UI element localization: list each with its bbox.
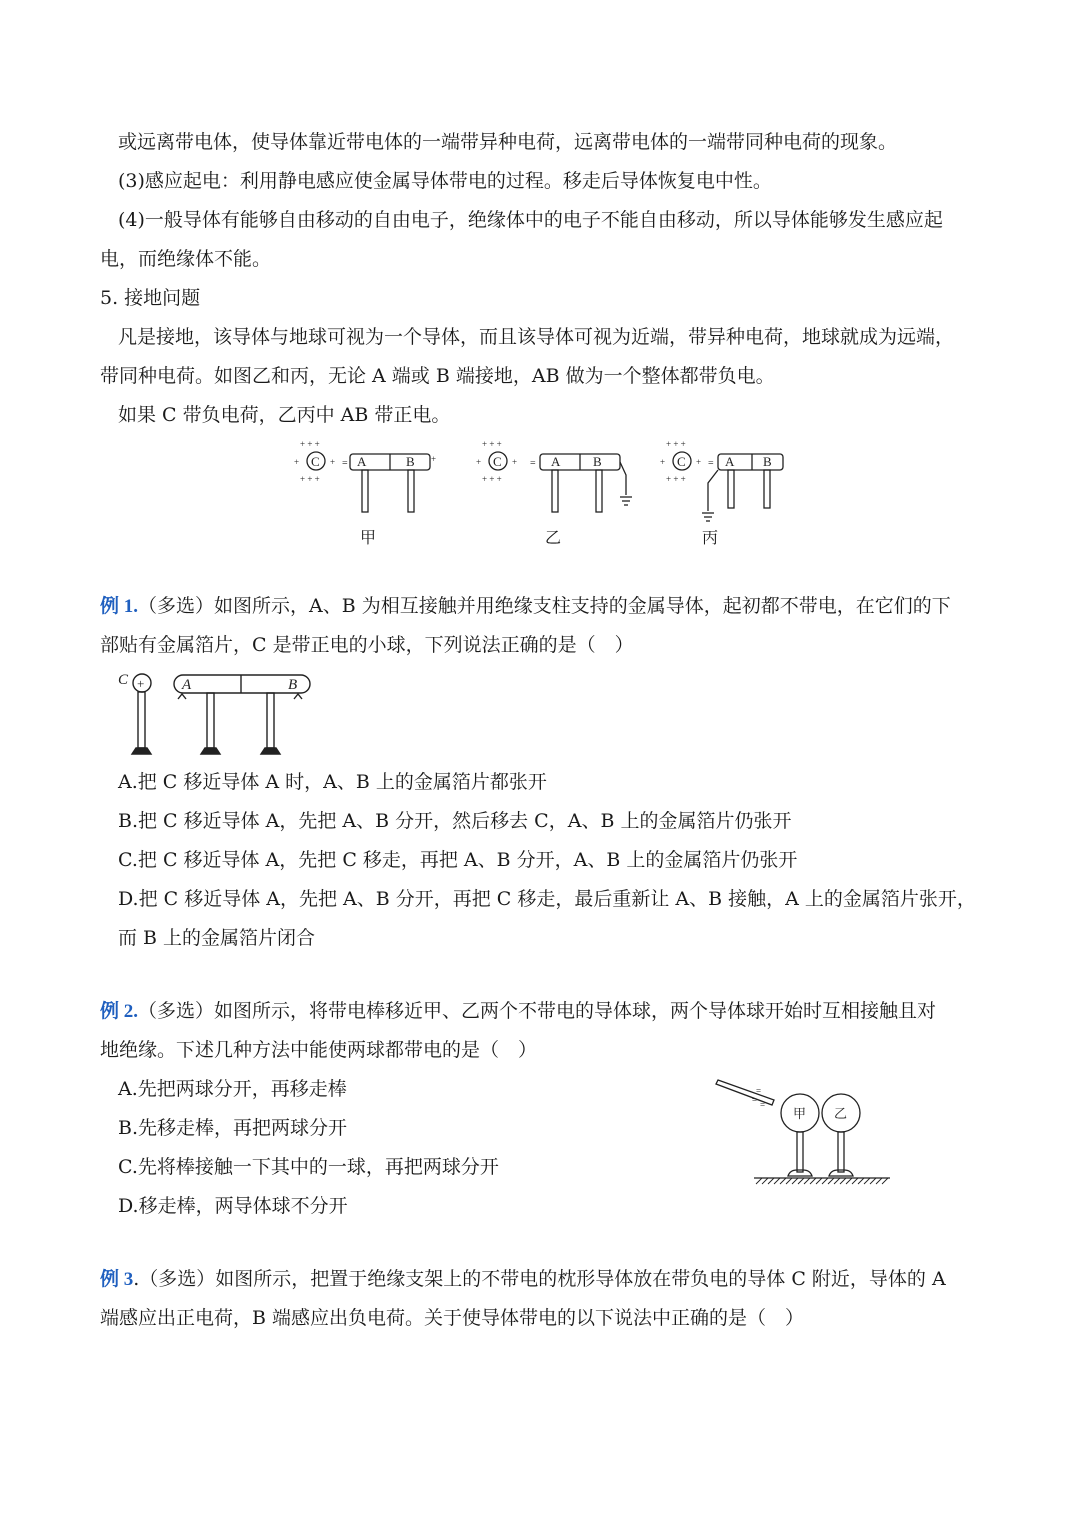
svg-text:=: = <box>342 458 348 469</box>
caption-yi: 乙 <box>545 528 562 547</box>
svg-text:=: = <box>708 458 714 469</box>
section-heading: 5. 接地问题 <box>100 287 201 309</box>
item-4-line2: 电，而绝缘体不能。 <box>100 248 272 270</box>
item-3: (3)感应起电：利用静电感应使金属导体带电的过程。移走后导体恢复电中性。 <box>118 170 772 192</box>
example-1-option-c: C.把 C 移近导体 A，先把 C 移走，再把 A、B 分开，A、B 上的金属箔片仍张开 <box>118 849 798 871</box>
grounding-para-line2: 带同种电荷。如图乙和丙，无论 A 端或 B 端接地，AB 做为一个整体都带负电。 <box>100 365 775 387</box>
svg-text:=: = <box>760 1100 766 1110</box>
svg-text:A: A <box>725 454 735 469</box>
svg-text:+: + <box>660 457 666 467</box>
example-1-option-d: D.把 C 移近导体 A，先把 A、B 分开，再把 C 移走，最后重新让 A、B 接触，A 上的金属箔片张开， <box>118 888 976 910</box>
svg-text:C: C <box>493 454 502 469</box>
example-1-option-d-cont: 而 B 上的金属箔片闭合 <box>118 927 316 949</box>
item-4-line1: (4)一般导体有能够自由移动的自由电子，绝缘体中的电子不能自由移动，所以导体能够发生感应起 <box>118 209 943 231</box>
svg-text:+: + <box>512 457 518 467</box>
example-label: 例 1. <box>100 596 139 617</box>
figure-jia <box>294 439 436 512</box>
example-1-option-b: B.把 C 移近导体 A，先把 A、B 分开，然后移去 C，A、B 上的金属箔片仍张开 <box>118 810 792 832</box>
svg-text:+: + <box>330 457 336 467</box>
example-2-figure <box>712 1072 902 1192</box>
svg-text:+ + +: + + + <box>666 474 686 484</box>
svg-text:+: + <box>137 676 145 691</box>
svg-text:+ + +: + + + <box>300 439 320 449</box>
example-2-stem-line2: 地绝缘。下述几种方法中能使两球都带电的是（ ） <box>100 1039 538 1061</box>
svg-text:=: = <box>530 458 536 469</box>
figure-yi <box>476 439 632 512</box>
example-1-stem-line2: 部贴有金属箔片，C 是带正电的小球，下列说法正确的是（ ） <box>100 634 634 656</box>
svg-text:+ + +: + + + <box>482 439 502 449</box>
svg-text:+ + +: + + + <box>666 439 686 449</box>
figure-bing <box>660 439 783 521</box>
svg-text:A: A <box>182 677 192 693</box>
example-1-option-a: A.把 C 移近导体 A 时，A、B 上的金属箔片都张开 <box>118 771 547 793</box>
svg-text:A: A <box>551 454 561 469</box>
example-3-stem-line1: 例 3.（多选）如图所示，把置于绝缘支架上的不带电的枕形导体放在带负电的导体 C 附近，导体的 A <box>100 1268 946 1290</box>
svg-text:=: = <box>756 1086 762 1096</box>
ball-label: C <box>311 454 320 469</box>
caption-jia: 甲 <box>360 528 377 547</box>
svg-text:B: B <box>406 454 415 469</box>
caption-bing: 丙 <box>702 528 719 547</box>
grounding-para2: 如果 C 带负电荷，乙丙中 AB 带正电。 <box>118 404 451 426</box>
example-2-option-a: A.先把两球分开，再移走棒 <box>118 1078 347 1100</box>
example-label: 例 2. <box>100 1001 139 1022</box>
example-2-option-d: D.移走棒，两导体球不分开 <box>118 1195 348 1217</box>
ball-jia: 甲 <box>793 1106 807 1121</box>
svg-text:+: + <box>431 454 437 464</box>
svg-text:+: + <box>294 457 300 467</box>
svg-text:=: = <box>752 1095 758 1105</box>
svg-text:+ + +: + + + <box>482 474 502 484</box>
example-2-stem-line1: 例 2.（多选）如图所示，将带电棒移近甲、乙两个不带电的导体球，两个导体球开始时互相接触且对 <box>100 1000 937 1022</box>
example-3-stem-line2: 端感应出正电荷，B 端感应出负电荷。关于使导体带电的以下说法中正确的是（ ） <box>100 1307 805 1329</box>
example-label: 例 3 <box>100 1269 134 1290</box>
svg-text:+ + +: + + + <box>300 474 320 484</box>
ball-yi: 乙 <box>834 1106 848 1121</box>
svg-text:B: B <box>593 454 602 469</box>
grounding-para-line1: 凡是接地，该导体与地球可视为一个导体，而且该导体可视为近端，带异种电荷，地球就成为远端， <box>118 326 955 348</box>
example-1-stem-line1: 例 1.（多选）如图所示，A、B 为相互接触并用绝缘支柱支持的金属导体，起初都不带电，在它们的下 <box>100 595 951 617</box>
svg-text:+: + <box>696 457 702 467</box>
example-2-option-b: B.先移走棒，再把两球分开 <box>118 1117 348 1139</box>
example-2-option-c: C.先将棒接触一下其中的一球，再把两球分开 <box>118 1156 499 1178</box>
svg-text:C: C <box>677 454 686 469</box>
paragraph-line: 或远离带电体，使导体靠近带电体的一端带异种电荷，远离带电体的一端带同种电荷的现象。 <box>118 131 898 153</box>
svg-text:B: B <box>288 677 298 693</box>
example-1-figure <box>112 668 322 758</box>
svg-text:B: B <box>763 454 772 469</box>
svg-text:C: C <box>118 672 129 688</box>
svg-text:A: A <box>357 454 367 469</box>
svg-text:+: + <box>476 457 482 467</box>
